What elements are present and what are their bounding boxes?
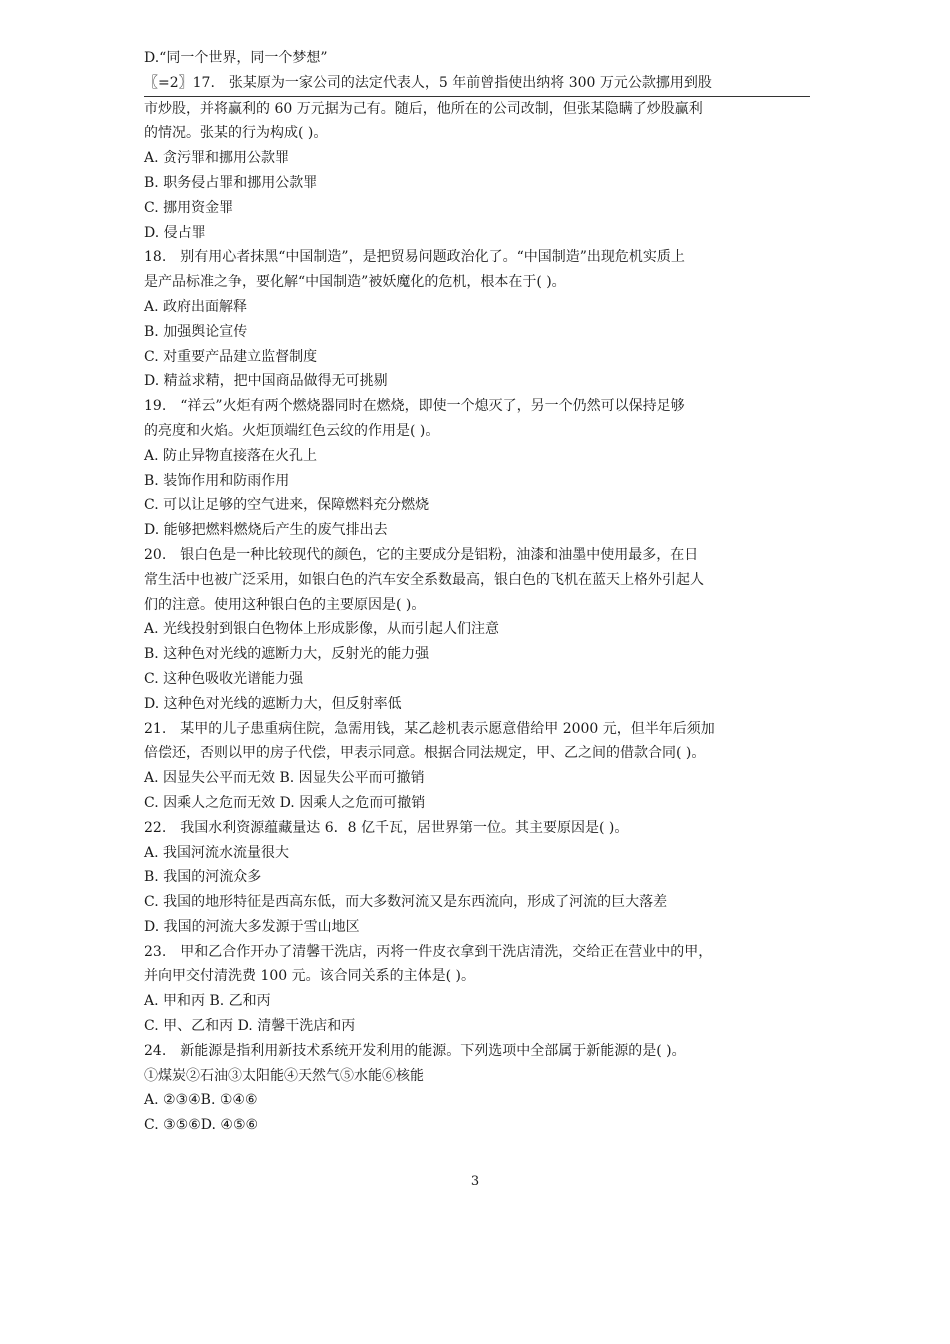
text-line: A. 贪污罪和挪用公款罪 bbox=[144, 150, 290, 167]
text-line: 23. 甲和乙合作开办了清馨干洗店，丙将一件皮衣拿到干洗店清洗，交给正在营业中的甲， bbox=[144, 943, 713, 960]
text-line: A. 因显失公平而无效 B. 因显失公平而可撤销 bbox=[144, 770, 425, 787]
text-line: A. 政府出面解释 bbox=[144, 298, 248, 315]
document-body bbox=[144, 46, 810, 1138]
text-line: A. 防止异物直接落在火孔上 bbox=[144, 447, 318, 464]
text-line: 的亮度和火焰。火炬顶端红色云纹的作用是( )。 bbox=[144, 422, 440, 439]
text-line: 24. 新能源是指利用新技术系统开发利用的能源。下列选项中全部属于新能源的是( )。 bbox=[144, 1042, 686, 1059]
text-line: D. 我国的河流大多发源于雪山地区 bbox=[144, 918, 360, 935]
text-line: 21. 某甲的儿子患重病住院，急需用钱，某乙趁机表示愿意借给甲 2000 元，但半年后须加 bbox=[144, 720, 715, 737]
text-line: 是产品标准之争，要化解“中国制造”被妖魔化的危机，根本在于( )。 bbox=[144, 274, 566, 291]
text-line: C. 挪用资金罪 bbox=[144, 199, 234, 216]
text-line: C. 甲、乙和丙 D. 清馨干洗店和丙 bbox=[144, 1018, 356, 1035]
text-line: C. 我国的地形特征是西高东低，而大多数河流又是东西流向，形成了河流的巨大落差 bbox=[144, 894, 668, 911]
text-line: C. ③⑤⑥D. ④⑤⑥ bbox=[144, 1117, 259, 1134]
text-line: B. 我国的河流众多 bbox=[144, 869, 262, 886]
text-line: C. 可以让足够的空气进来，保障燃料充分燃烧 bbox=[144, 497, 430, 514]
text-line: D. 侵占罪 bbox=[144, 224, 206, 241]
text-line: 〖=2〗17. 张某原为一家公司的法定代表人，5 年前曾指使出纳将 300 万元公款挪用到股 bbox=[144, 71, 810, 97]
text-line: B. 职务侵占罪和挪用公款罪 bbox=[144, 174, 318, 191]
page-number: 3 bbox=[470, 1174, 480, 1189]
text-line: D. 这种色对光线的遮断力大，但反射率低 bbox=[144, 695, 402, 712]
text-line: 常生活中也被广泛采用，如银白色的汽车安全系数最高，银白色的飞机在蓝天上格外引起人 bbox=[144, 571, 704, 588]
text-line: ①煤炭②石油③太阳能④天然气⑤水能⑥核能 bbox=[144, 1067, 424, 1084]
text-line: 18. 别有用心者抹黑“中国制造”，是把贸易问题政治化了。“中国制造”出现危机实质上 bbox=[144, 249, 685, 266]
text-line: A. 我国河流水流量很大 bbox=[144, 844, 290, 861]
text-line: D.“同一个世界，同一个梦想” bbox=[144, 50, 328, 66]
text-line: B. 这种色对光线的遮断力大，反射光的能力强 bbox=[144, 646, 430, 663]
text-line: C. 这种色吸收光谱能力强 bbox=[144, 670, 304, 687]
text-line: 19. “祥云”火炬有两个燃烧器同时在燃烧，即使一个熄灭了，另一个仍然可以保持足够 bbox=[144, 398, 685, 415]
text-line: B. 加强舆论宣传 bbox=[144, 323, 248, 340]
text-line: 倍偿还，否则以甲的房子代偿，甲表示同意。根据合同法规定，甲、乙之间的借款合同( )。 bbox=[144, 745, 706, 762]
text-line: 22. 我国水利资源蕴藏量达 6．8 亿千瓦，居世界第一位。其主要原因是( )。 bbox=[144, 819, 629, 836]
text-line: 的情况。张某的行为构成( )。 bbox=[144, 125, 328, 142]
text-line: 并向甲交付清洗费 100 元。该合同关系的主体是( )。 bbox=[144, 968, 475, 985]
text-line: C. 对重要产品建立监督制度 bbox=[144, 348, 318, 365]
text-line: 市炒股，并将赢利的 60 万元据为己有。随后，他所在的公司改制，但张某隐瞒了炒股赢利 bbox=[144, 100, 703, 117]
text-line: D. 精益求精，把中国商品做得无可挑剔 bbox=[144, 373, 388, 390]
text-line: A. ②③④B. ①④⑥ bbox=[144, 1092, 258, 1109]
text-line: A. 甲和丙 B. 乙和丙 bbox=[144, 993, 271, 1010]
text-line: D. 能够把燃料燃烧后产生的废气排出去 bbox=[144, 522, 388, 539]
text-line: C. 因乘人之危而无效 D. 因乘人之危而可撤销 bbox=[144, 794, 426, 811]
text-line: 们的注意。使用这种银白色的主要原因是( )。 bbox=[144, 596, 426, 613]
text-line: A. 光线投射到银白色物体上形成影像，从而引起人们注意 bbox=[144, 621, 500, 638]
text-line: 20. 银白色是一种比较现代的颜色，它的主要成分是铝粉，油漆和油墨中使用最多，在日 bbox=[144, 546, 699, 563]
text-line: B. 装饰作用和防雨作用 bbox=[144, 472, 290, 489]
